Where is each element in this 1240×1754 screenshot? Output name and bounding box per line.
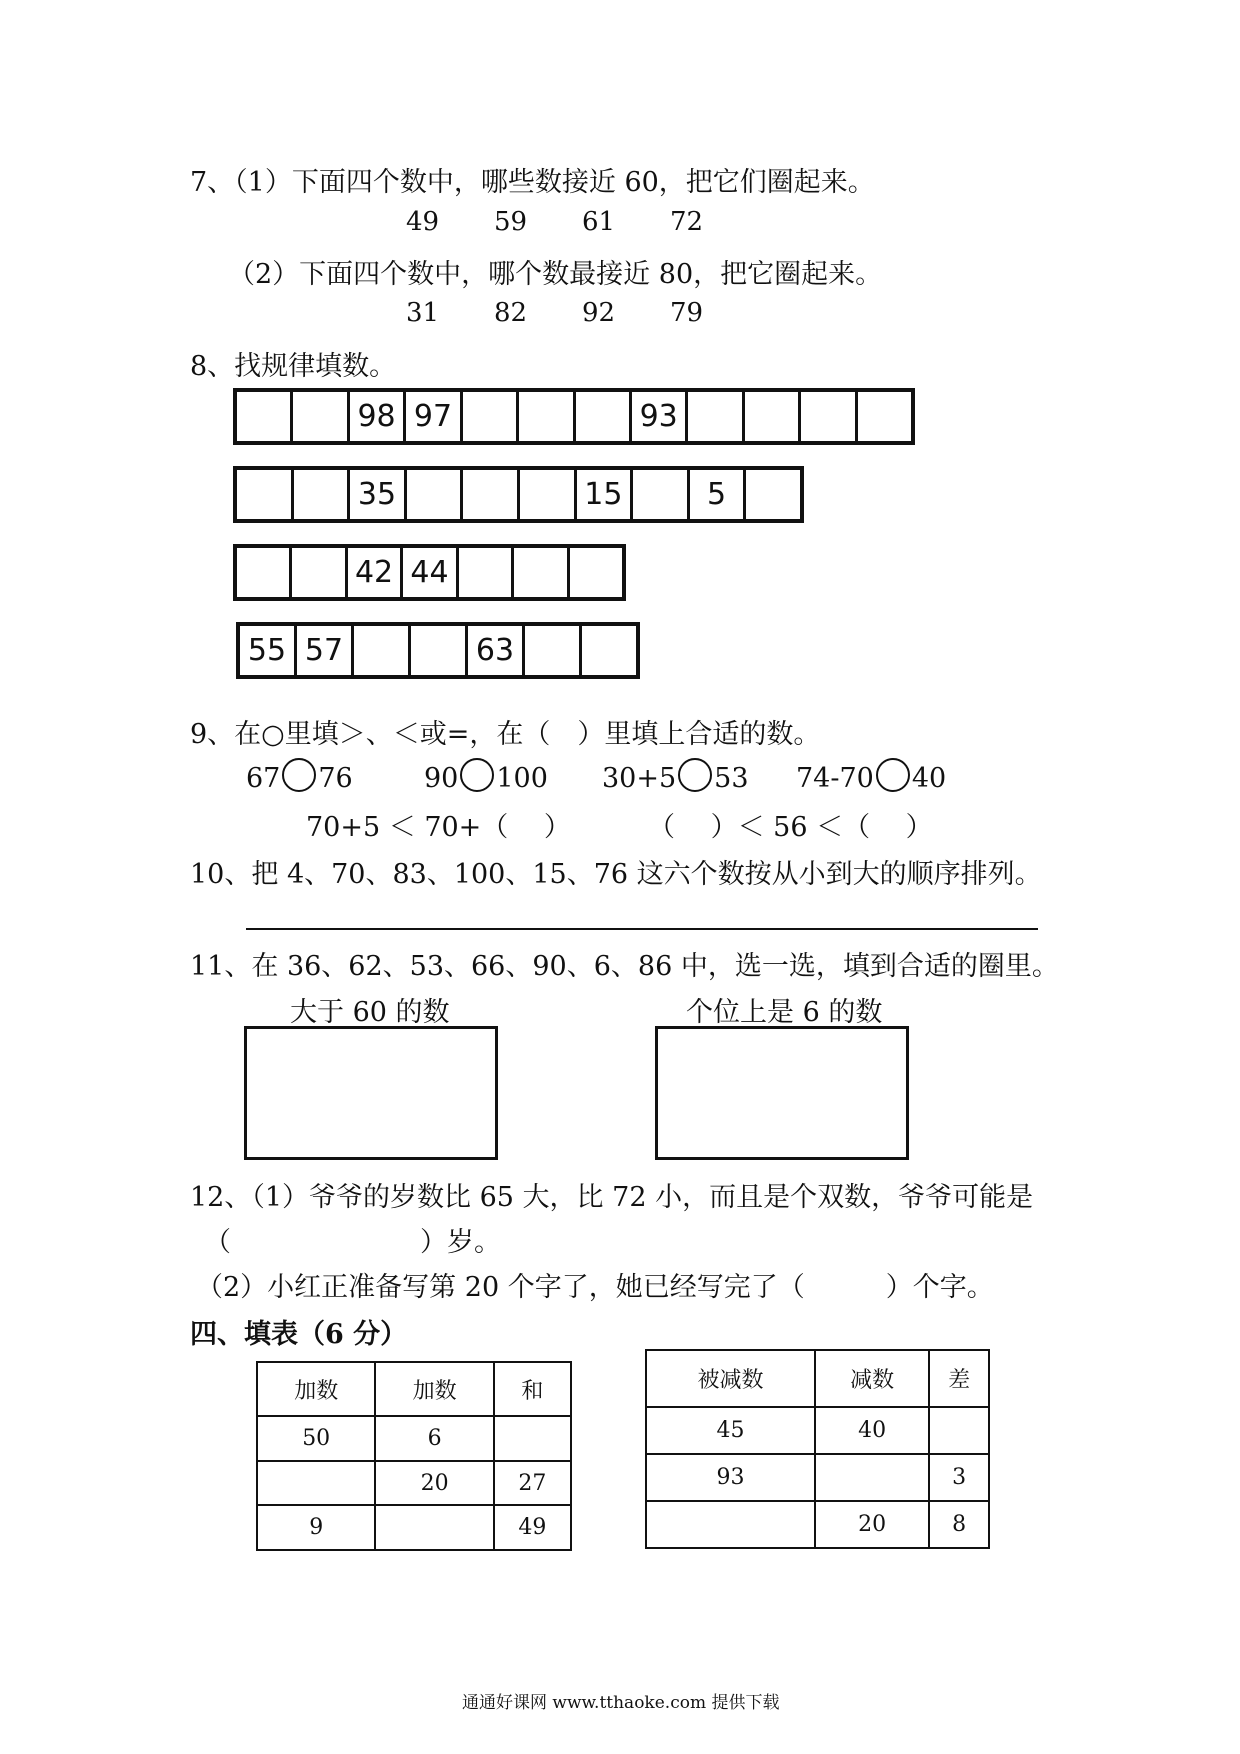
blank-cell[interactable] bbox=[237, 392, 293, 441]
answer-circle[interactable] bbox=[876, 758, 910, 792]
table-header-cell: 和 bbox=[494, 1362, 571, 1416]
number-option[interactable]: 92 bbox=[582, 298, 616, 328]
given-number-cell: 57 bbox=[297, 626, 354, 675]
table-header-row bbox=[646, 1350, 989, 1407]
table-cell: 45 bbox=[646, 1407, 815, 1454]
footer-credit: 通通好课网 www.tthaoke.com 提供下载 bbox=[462, 1693, 780, 1713]
q9-compare-1 bbox=[246, 758, 353, 794]
blank-table-cell[interactable] bbox=[494, 1416, 571, 1461]
subtraction-table bbox=[645, 1349, 990, 1549]
compare-right: 76 bbox=[318, 763, 353, 794]
compare-right: 100 bbox=[496, 763, 548, 794]
table-header-cell: 被减数 bbox=[646, 1350, 815, 1407]
given-number-cell: 44 bbox=[403, 548, 458, 597]
table-row bbox=[257, 1505, 571, 1550]
table-header-cell: 减数 bbox=[815, 1350, 929, 1407]
given-number-cell: 93 bbox=[632, 392, 688, 441]
q9-compare-3 bbox=[602, 758, 749, 794]
blank-table-cell[interactable] bbox=[929, 1407, 989, 1454]
blank-cell[interactable] bbox=[746, 470, 800, 519]
blank-cell[interactable] bbox=[292, 548, 347, 597]
given-number-cell: 97 bbox=[406, 392, 462, 441]
table-row bbox=[646, 1501, 989, 1548]
compare-left: 74-70 bbox=[796, 763, 874, 794]
given-number-cell: 15 bbox=[577, 470, 634, 519]
q9-compare-4 bbox=[796, 758, 946, 794]
q7-part2: （2）下面四个数中，哪个数最接近 80，把它圈起来。 bbox=[228, 259, 883, 290]
blank-cell[interactable] bbox=[293, 392, 349, 441]
blank-cell[interactable] bbox=[633, 470, 690, 519]
blank-cell[interactable] bbox=[858, 392, 911, 441]
table-cell: 3 bbox=[929, 1454, 989, 1501]
table-cell: 50 bbox=[257, 1416, 375, 1461]
box2-label: 个位上是 6 的数 bbox=[686, 997, 883, 1028]
q9-fill-2[interactable]: （ ）＜ 56 ＜（ ） bbox=[648, 812, 933, 843]
blank-table-cell[interactable] bbox=[257, 1461, 375, 1506]
table-header-cell: 加数 bbox=[257, 1362, 375, 1416]
q8-title: 8、找规律填数。 bbox=[190, 351, 397, 382]
blank-cell[interactable] bbox=[237, 470, 294, 519]
table-row bbox=[646, 1454, 989, 1501]
blank-cell[interactable] bbox=[519, 392, 575, 441]
given-number-cell: 42 bbox=[348, 548, 403, 597]
compare-left: 67 bbox=[246, 763, 281, 794]
blank-cell[interactable] bbox=[801, 392, 857, 441]
blank-cell[interactable] bbox=[520, 470, 577, 519]
table-cell: 40 bbox=[815, 1407, 929, 1454]
table-header-cell: 加数 bbox=[375, 1362, 493, 1416]
given-number-cell: 5 bbox=[690, 470, 747, 519]
blank-cell[interactable] bbox=[463, 392, 519, 441]
blank-cell[interactable] bbox=[576, 392, 632, 441]
table-cell: 20 bbox=[815, 1501, 929, 1548]
q9-compare-2 bbox=[424, 758, 548, 794]
answer-circle[interactable] bbox=[678, 758, 712, 792]
table-cell: 6 bbox=[375, 1416, 493, 1461]
q9-title: 9、在○里填＞、＜或=，在（ ）里填上合适的数。 bbox=[190, 719, 821, 750]
number-option[interactable]: 79 bbox=[670, 298, 704, 328]
table-header-cell: 差 bbox=[929, 1350, 989, 1407]
blank-cell[interactable] bbox=[570, 548, 622, 597]
given-number-cell: 98 bbox=[350, 392, 406, 441]
answer-box-ones-digit-6[interactable] bbox=[655, 1026, 909, 1160]
q7-part1: 7、（1）下面四个数中，哪些数接近 60，把它们圈起来。 bbox=[190, 167, 875, 198]
table-cell: 8 bbox=[929, 1501, 989, 1548]
number-option[interactable]: 59 bbox=[494, 207, 528, 237]
blank-cell[interactable] bbox=[463, 470, 520, 519]
table-row bbox=[257, 1461, 571, 1506]
q12-part1-line2[interactable]: （ ）岁。 bbox=[204, 1227, 501, 1258]
number-option[interactable]: 61 bbox=[582, 207, 616, 237]
q12-part2[interactable]: （2）小红正准备写第 20 个字了，她已经写完了（ ）个字。 bbox=[196, 1272, 994, 1303]
table-row bbox=[257, 1416, 571, 1461]
section-4-title: 四、填表（6 分） bbox=[190, 1319, 408, 1350]
number-option[interactable]: 72 bbox=[670, 207, 704, 237]
given-number-cell: 63 bbox=[468, 626, 525, 675]
table-cell: 9 bbox=[257, 1505, 375, 1550]
answer-circle[interactable] bbox=[460, 758, 494, 792]
blank-cell[interactable] bbox=[294, 470, 351, 519]
blank-cell[interactable] bbox=[745, 392, 801, 441]
compare-right: 53 bbox=[714, 763, 749, 794]
compare-right: 40 bbox=[911, 763, 947, 794]
table-row bbox=[646, 1407, 989, 1454]
q11-title: 11、在 36、62、53、66、90、6、86 中，选一选，填到合适的圈里。 bbox=[190, 951, 1059, 982]
blank-table-cell[interactable] bbox=[375, 1505, 493, 1550]
sequence-row-1 bbox=[233, 388, 915, 445]
blank-cell[interactable] bbox=[459, 548, 514, 597]
sequence-row-3 bbox=[233, 544, 626, 601]
number-option[interactable]: 49 bbox=[406, 207, 440, 237]
table-cell: 49 bbox=[494, 1505, 571, 1550]
given-number-cell: 55 bbox=[240, 626, 297, 675]
sequence-row-4 bbox=[236, 622, 640, 679]
blank-cell[interactable] bbox=[688, 392, 744, 441]
blank-table-cell[interactable] bbox=[815, 1454, 929, 1501]
table-cell: 20 bbox=[375, 1461, 493, 1506]
table-header-row bbox=[257, 1362, 571, 1416]
blank-cell[interactable] bbox=[354, 626, 411, 675]
q9-fill-1[interactable]: 70+5 ＜ 70+（ ） bbox=[306, 812, 571, 843]
table-cell: 27 bbox=[494, 1461, 571, 1506]
blank-cell[interactable] bbox=[407, 470, 464, 519]
number-option[interactable]: 31 bbox=[406, 298, 440, 328]
q10-title: 10、把 4、70、83、100、15、76 这六个数按从小到大的顺序排列。 bbox=[190, 859, 1042, 890]
blank-cell[interactable] bbox=[411, 626, 468, 675]
q7-part2-numbers bbox=[0, 298, 1240, 332]
q7-part1-numbers bbox=[0, 207, 1240, 241]
answer-box-greater-than-60[interactable] bbox=[244, 1026, 498, 1160]
sequence-row-2 bbox=[233, 466, 804, 523]
blank-table-cell[interactable] bbox=[646, 1501, 815, 1548]
blank-cell[interactable] bbox=[582, 626, 636, 675]
addition-table bbox=[256, 1361, 572, 1551]
q12-part1-line1: 12、（1）爷爷的岁数比 65 大，比 72 小，而且是个双数，爷爷可能是 bbox=[190, 1182, 1034, 1213]
blank-cell[interactable] bbox=[514, 548, 569, 597]
answer-line[interactable] bbox=[246, 928, 1038, 930]
table-cell: 93 bbox=[646, 1454, 815, 1501]
box1-label: 大于 60 的数 bbox=[290, 997, 450, 1028]
compare-left: 30+5 bbox=[602, 763, 677, 794]
blank-cell[interactable] bbox=[237, 548, 292, 597]
answer-circle[interactable] bbox=[282, 758, 316, 792]
blank-cell[interactable] bbox=[525, 626, 582, 675]
number-option[interactable]: 82 bbox=[494, 298, 528, 328]
given-number-cell: 35 bbox=[350, 470, 407, 519]
compare-left: 90 bbox=[424, 763, 459, 794]
